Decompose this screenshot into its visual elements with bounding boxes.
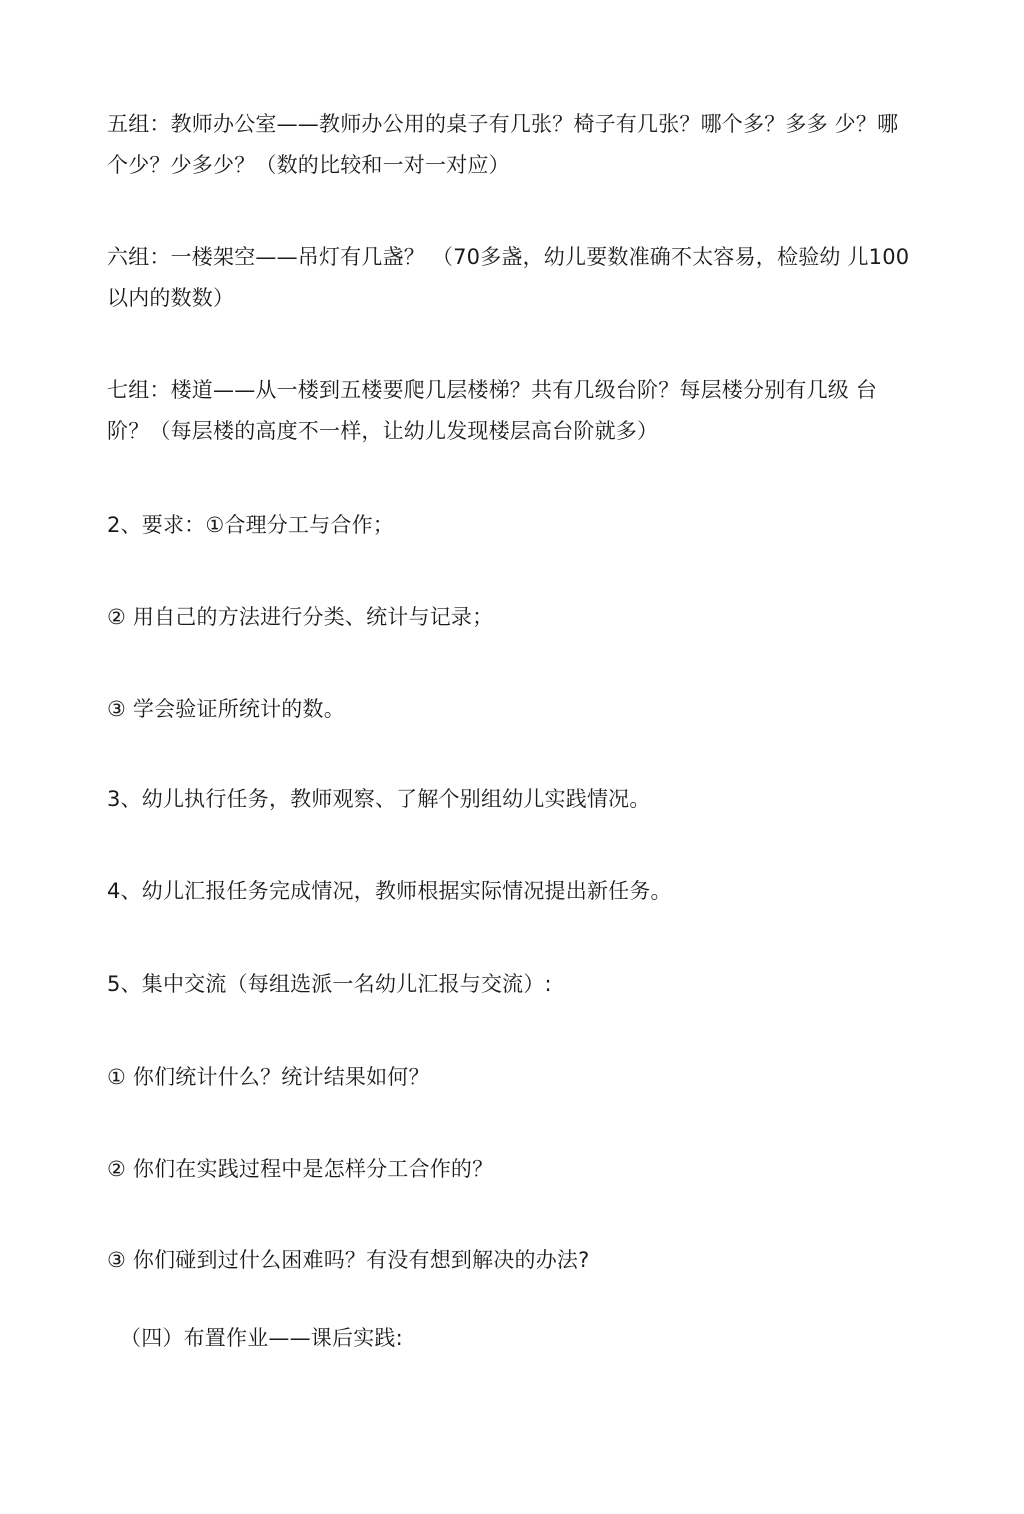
paragraph-requirement-2: ② 用自己的方法进行分类、统计与记录； — [107, 605, 494, 629]
paragraph-requirement-3: ③ 学会验证所统计的数。 — [107, 697, 345, 721]
paragraph-step-3: 3、幼儿执行任务，教师观察、了解个别组幼儿实践情况。 — [107, 787, 651, 811]
paragraph-step-5: 5、集中交流（每组选派一名幼儿汇报与交流）: — [107, 972, 552, 996]
section-heading-homework: （四）布置作业——课后实践: — [120, 1326, 403, 1350]
paragraph-group-five: 五组：教师办公室——教师办公用的桌子有几张？椅子有几张？哪个多？多多 少？哪个少？少多少？（数的比较和一对一对应） — [107, 112, 899, 177]
paragraph-step-4: 4、幼儿汇报任务完成情况，教师根据实际情况提出新任务。 — [107, 879, 672, 903]
paragraph-requirement-1: 2、要求：①合理分工与合作； — [107, 513, 394, 537]
paragraph-group-seven: 七组：楼道——从一楼到五楼要爬几层楼梯？共有几级台阶？每层楼分别有几级 台阶？（每层楼的高度不一样，让幼儿发现楼层高台阶就多） — [107, 378, 878, 443]
paragraph-question-2: ② 你们在实践过程中是怎样分工合作的？ — [107, 1157, 494, 1181]
paragraph-group-six: 六组：一楼架空——吊灯有几盏？ （70多盏，幼儿要数准确不太容易，检验幼 儿100以内的数数） — [107, 245, 910, 310]
paragraph-question-3: ③ 你们碰到过什么困难吗？有没有想到解决的办法? — [107, 1248, 590, 1272]
paragraph-question-1: ① 你们统计什么？统计结果如何？ — [107, 1065, 430, 1089]
